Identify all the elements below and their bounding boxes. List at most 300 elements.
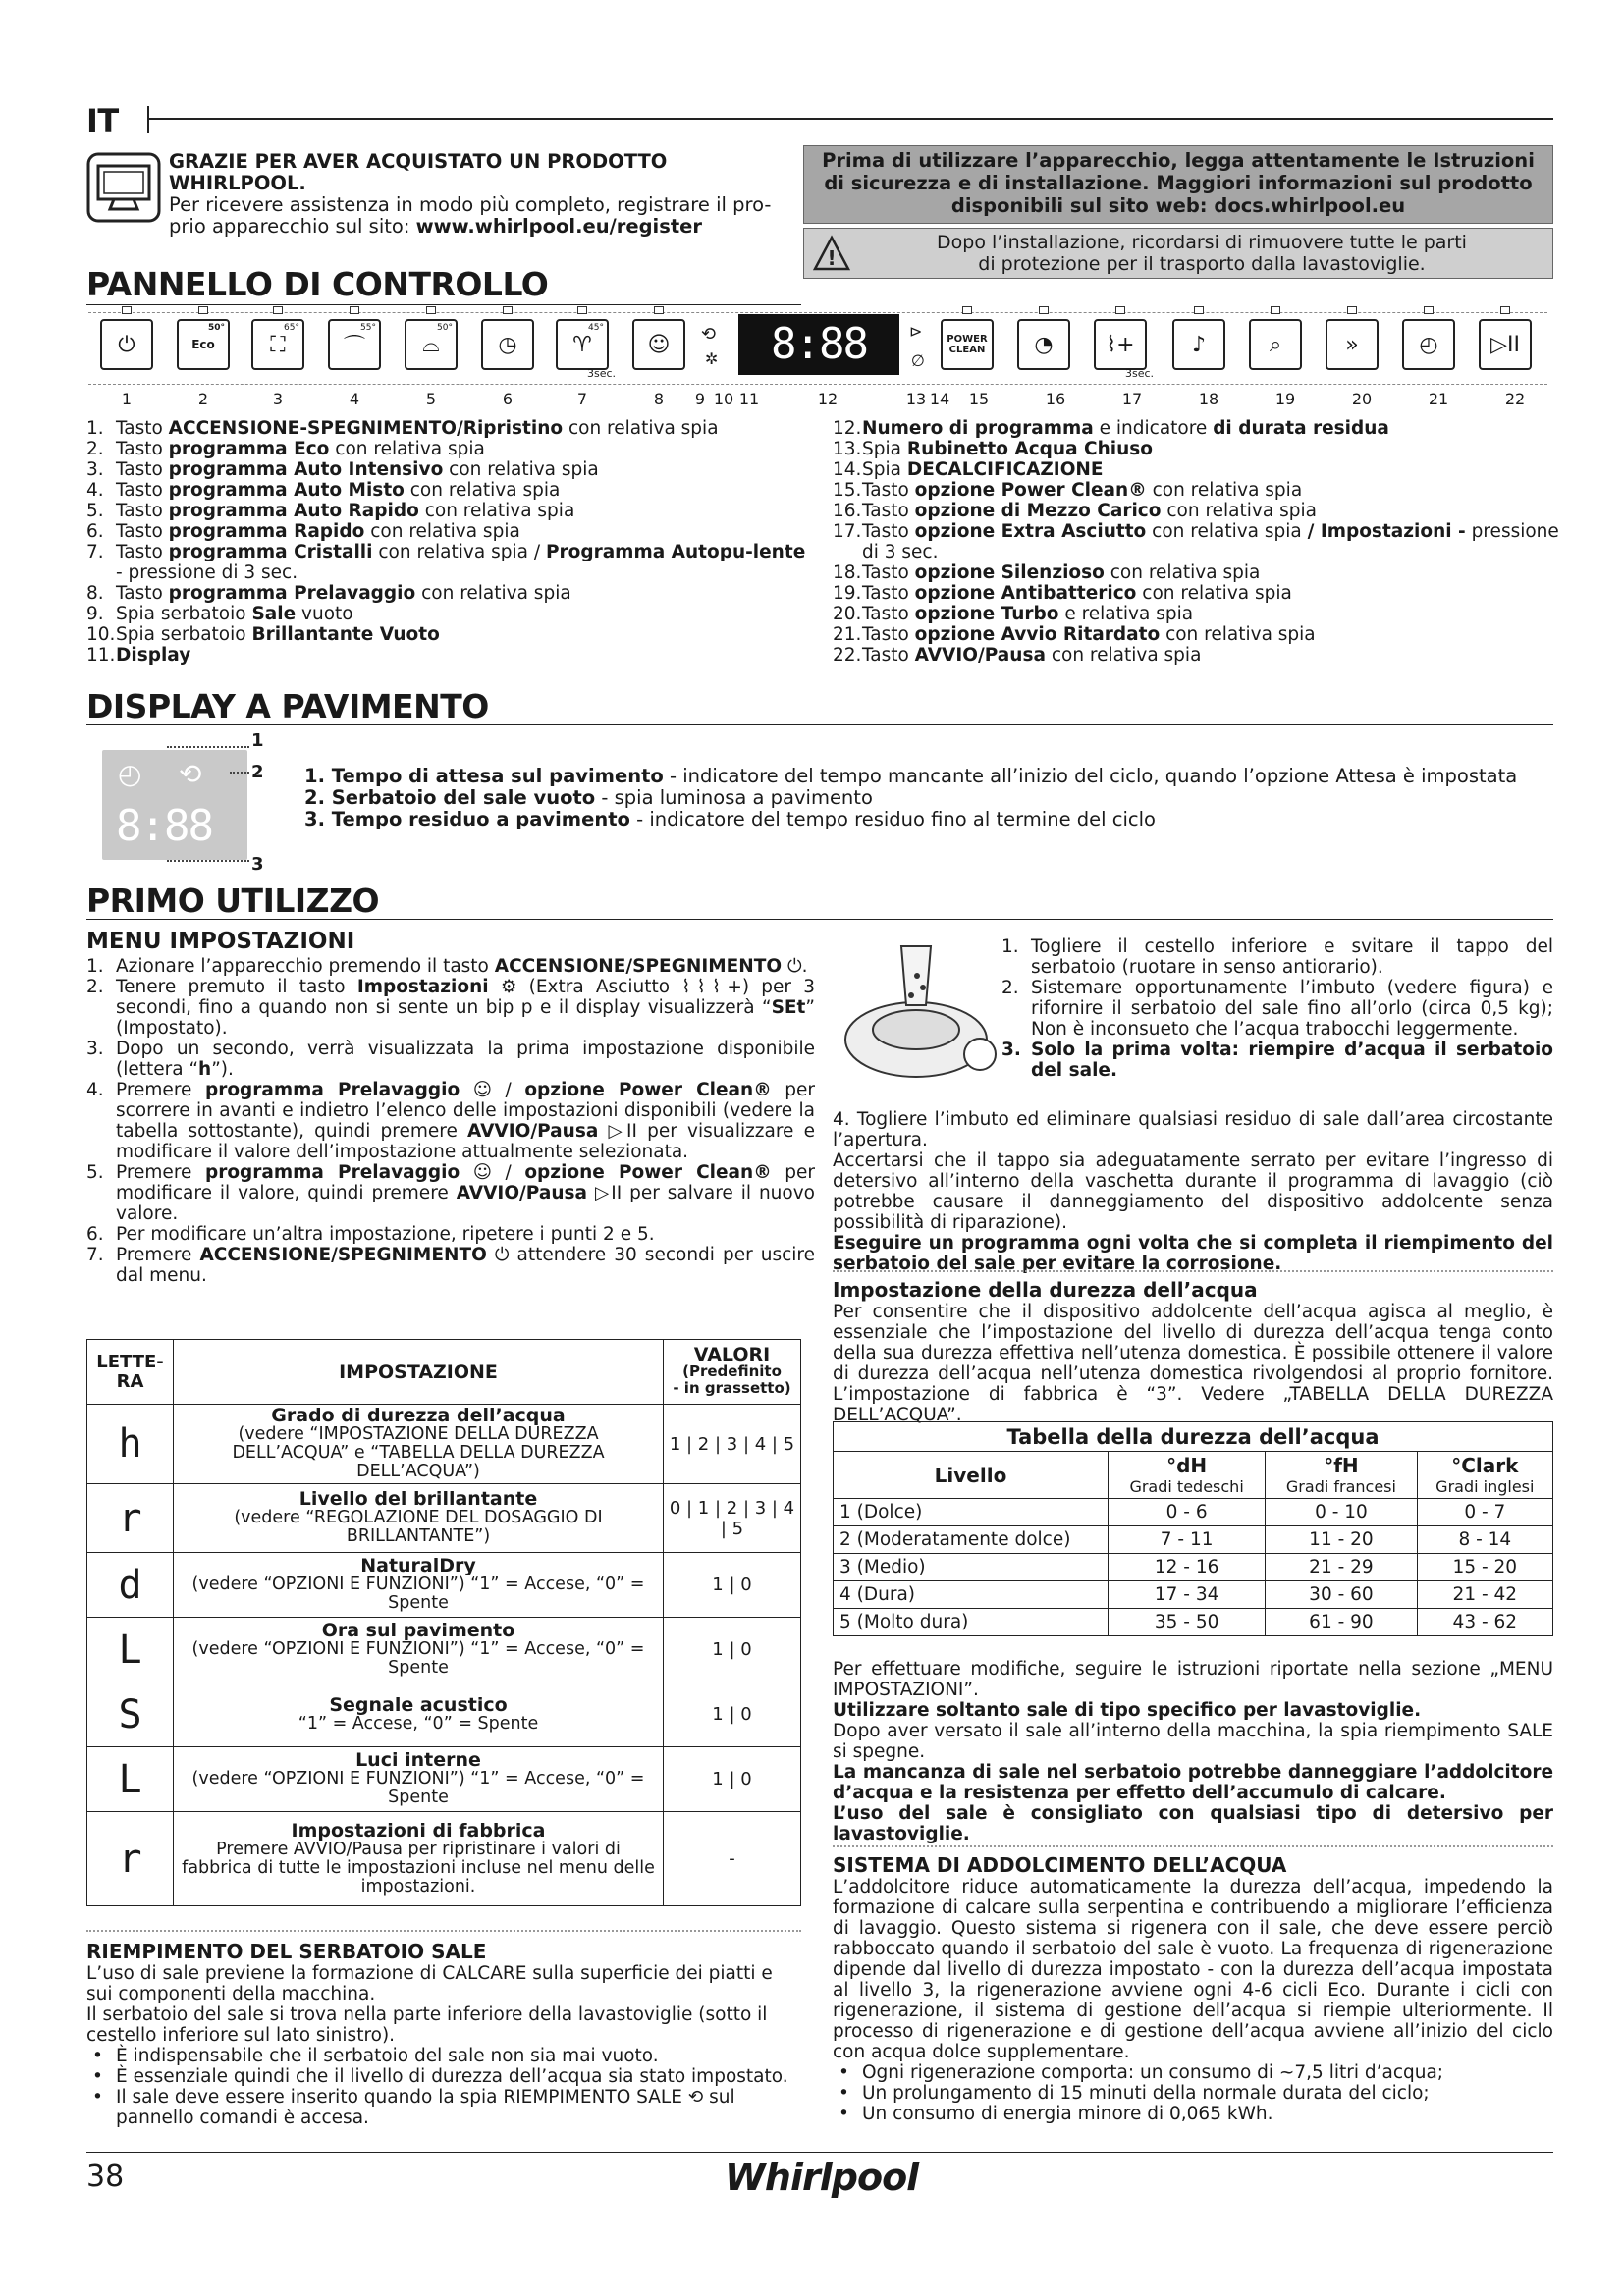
legend-text: Tasto: [862, 480, 915, 501]
start-pause-button[interactable]: [1479, 319, 1532, 370]
step-text: Premere programma Prelavaggio ☺ / opzione Power Clean® per scorrere in avanti e indietro l’elenco delle impostazioni disponibili (vedere la tabella sottostante), quindi premere AVVIO/Pausa ▷II per visualizzare e modificare il valore dell’impostazione attualmente selezionata.: [116, 1080, 815, 1162]
floor-legend: [304, 766, 1561, 830]
callout-leader: [167, 746, 249, 748]
col-letter: LETTE-RA: [87, 1340, 174, 1405]
hardness-col-level: Livello: [834, 1452, 1109, 1499]
legend-text: Tasto: [116, 418, 169, 439]
legend-text: Tasto: [116, 521, 169, 542]
main-display: [738, 314, 899, 375]
hardness-cell: 21 - 42: [1417, 1581, 1552, 1609]
legend-text: vuoto: [296, 604, 353, 624]
auto-rapid-button[interactable]: ⌓ 50°: [405, 319, 458, 370]
lamp: [1115, 306, 1125, 314]
legend-number: 8.: [86, 583, 104, 604]
eco-label: Eco: [191, 338, 215, 351]
legend-bold: opzione Turbo: [914, 604, 1059, 624]
bullet-item: • È essenziale quindi che il livello di durezza dell’acqua sia stato impostato.: [86, 2066, 803, 2087]
hardness-table: [833, 1421, 1553, 1636]
menu-step: [86, 956, 815, 977]
bullet-item: • Un prolungamento di 15 minuti della normale durata del ciclo;: [833, 2083, 1553, 2104]
rapid-button[interactable]: [481, 319, 534, 370]
lamp: [577, 306, 587, 314]
legend-text: Tasto: [862, 583, 915, 604]
legend-number: 12.: [833, 418, 862, 439]
lamp: [1194, 306, 1204, 314]
legend-number: 1.: [86, 418, 104, 439]
callout-number: 8: [653, 390, 665, 408]
salt-fill-p2: Il serbatoio del sale si trova nella parte inferiore della lavastoviglie (sotto il cestello inferiore sul lato sinistro).: [86, 2004, 768, 2046]
legend-text: pressione di 3 sec.: [862, 521, 1559, 562]
extra-dry-button[interactable]: [1094, 319, 1147, 370]
section-divider: [833, 1270, 1553, 1272]
callout-leader: [167, 860, 249, 862]
legend-bold: opzione Avvio Ritardato: [914, 624, 1161, 645]
notice-box: [803, 145, 1553, 224]
legend-text: con relativa spia: [1160, 624, 1316, 645]
floor-title: DISPLAY A PAVIMENTO: [86, 687, 489, 725]
step-text: Tenere premuto il tasto Impostazioni ⚙ (Extra Asciutto ⌇⌇⌇+) per 3 secondi, fino a quando non si sente un bip p e il display visualizzerà “SEt” (Impostato).: [116, 977, 815, 1039]
legend-text: con relativa spia: [443, 459, 599, 480]
turbo-button[interactable]: [1326, 319, 1379, 370]
callout-number: 19: [1274, 390, 1296, 408]
legend-item: [86, 542, 813, 583]
step-text: Sistemare opportunamente l’imbuto (vedere figura) e rifornire il serbatoio del sale fino all’orlo (circa 0,5 kg); Non è inconsueto che l’acqua trabocchi leggermente.: [1031, 978, 1553, 1040]
hardness-cell: 5 (Molto dura): [834, 1609, 1109, 1636]
after-note-5: L’uso del sale è consigliato con qualsiasi tipo di detersivo per lavastoviglie.: [833, 1803, 1553, 1844]
first-use-rule: [86, 919, 1553, 920]
bullet-item: • È indispensabile che il serbatoio del sale non sia mai vuoto.: [86, 2046, 803, 2066]
legend-text: - indicatore del tempo residuo fino al termine del ciclo: [629, 808, 1156, 830]
legend-item: [86, 501, 813, 521]
power-button[interactable]: [100, 319, 153, 370]
antibacterial-button[interactable]: [1249, 319, 1302, 370]
hardness-row: [834, 1609, 1553, 1636]
settings-values: 1 | 0: [664, 1682, 801, 1747]
lamp: [273, 306, 283, 314]
settings-letter: S: [87, 1682, 174, 1747]
hardness-row: [834, 1526, 1553, 1554]
hardness-cell: 0 - 10: [1266, 1499, 1417, 1526]
step-number: 3.: [86, 1039, 104, 1059]
legend-number: 1.: [304, 765, 332, 787]
settings-description: [174, 1812, 664, 1906]
descale-lamp-icon: ∅: [911, 351, 925, 370]
lamp: [503, 306, 513, 314]
legend-text: con relativa spia: [404, 480, 561, 501]
menu-step: [86, 1039, 815, 1080]
power-icon: ⏻: [118, 332, 135, 357]
cap-note: Accertarsi che il tappo sia adeguatamente serrato per evitare l’ingresso di detersivo all’interno della vaschetta durante il programma di lavaggio (ciò potrebbe causare il danneggiamento del dispositivo addolcente senza possibilità di riparazione).: [833, 1150, 1553, 1233]
step-number: 1.: [86, 956, 104, 977]
legend-text: Tasto: [862, 501, 915, 521]
hardness-col-fh: °fH Gradi francesi: [1266, 1452, 1417, 1499]
legend-item: [833, 604, 1559, 624]
hardness-cell: 3 (Medio): [834, 1554, 1109, 1581]
salt-fill-body: [86, 1963, 803, 2128]
callout-number: 6: [502, 390, 514, 408]
settings-description: [174, 1405, 664, 1484]
lamp: [1039, 306, 1049, 314]
notice-line-3: disponibili sul sito web: docs.whirlpool.eu: [950, 194, 1406, 217]
floor-display-digits: 8:88: [116, 801, 212, 851]
silent-icon: ♪: [1191, 332, 1207, 357]
legend-number: 10.: [86, 624, 116, 645]
legend-text: Spia serbatoio: [116, 624, 252, 645]
menu-step: [86, 977, 815, 1039]
legend-item: [833, 459, 1559, 480]
col-setting: IMPOSTAZIONE: [174, 1340, 664, 1405]
whirlpool-logo: Whirlpool: [725, 2156, 919, 2199]
step-number: 4.: [86, 1080, 104, 1100]
menu-step: [86, 1162, 815, 1224]
legend-bold: di durata residua: [1213, 418, 1389, 439]
callout-number: 3: [272, 390, 284, 408]
legend-item: [833, 480, 1559, 501]
monitor-icon: [86, 152, 161, 223]
legend-text: con relativa spia: [418, 501, 575, 521]
thanks-block: [169, 151, 807, 238]
legend-number: 2.: [86, 439, 104, 459]
hardness-row: [834, 1581, 1553, 1609]
hardness-cell: 43 - 62: [1417, 1609, 1552, 1636]
settings-row: [87, 1682, 801, 1747]
warning-line-1: Dopo l’installazione, ricordarsi di rimuovere tutte le parti: [937, 232, 1467, 253]
header-divider: [147, 106, 149, 133]
legend-bold: programma Auto Misto: [168, 480, 405, 501]
legend-text: e relativa spia: [1058, 604, 1194, 624]
step-text: Azionare l’apparecchio premendo il tasto ACCENSIONE/SPEGNIMENTO ⏻.: [116, 956, 808, 977]
legend-number: 4.: [86, 480, 104, 501]
rinse-aid-lamp-icon: ✲: [705, 349, 719, 368]
settings-values: 1 | 0: [664, 1618, 801, 1682]
legend-bold: opzione Antibatterico: [914, 583, 1137, 604]
settings-title: Segnale acustico: [329, 1693, 508, 1716]
legend-number: 17.: [833, 521, 862, 542]
legend-text: Tasto: [116, 459, 169, 480]
softener-paragraph: L’addolcitore riduce automaticamente la durezza dell’acqua, impedendo la formazione di calcare sulla serpentina e contribuendo a migliorare l’efficienza di lavaggio. Questo sistema si rigenera con il sale, che deve essere perciò rabboccato quando il serbatoio del sale è vuoto. La frequenza di rigenerazione dipende dal livello di durezza impostato - con la durezza dell’acqua impostata al livello 3, la rigenerazione avviene ogni 4-6 cicli Eco. Durante i cicli con rigenerazione, il sistema di gestione dell’acqua si riempie ulteriormente. Il processo di rigenerazione e di gestione dell’acqua avviene all’inizio del ciclo con acqua dolce supplementare.: [833, 1877, 1553, 2062]
hardness-col-dh: °dH Gradi tedeschi: [1109, 1452, 1266, 1499]
floor-salt-icon: ⟲: [179, 758, 202, 790]
menu-title: MENU IMPOSTAZIONI: [86, 929, 355, 954]
settings-letter: r: [87, 1812, 174, 1906]
legend-item: [833, 624, 1559, 645]
hardness-cell: 12 - 16: [1109, 1554, 1266, 1581]
settings-values: -: [664, 1812, 801, 1906]
page-number: 38: [86, 2160, 125, 2194]
hardness-cell: 21 - 29: [1266, 1554, 1417, 1581]
legend-item: [86, 439, 813, 459]
extra-dry-icon: ⌇+: [1106, 332, 1135, 357]
svg-text:!: !: [827, 246, 837, 270]
lamp: [1347, 306, 1357, 314]
softener-bullets: [833, 2062, 1553, 2124]
glass-button[interactable]: ♈ 45°: [556, 319, 609, 370]
hardness-table-title: Tabella della durezza dell’acqua: [834, 1422, 1553, 1452]
settings-row: [87, 1553, 801, 1618]
legend-text: con relativa spia: [329, 439, 485, 459]
legend-bold: Tempo di attesa sul pavimento: [331, 765, 664, 787]
legend-bold: programma Rapido: [168, 521, 365, 542]
settings-row: [87, 1812, 801, 1906]
callout-number: 13: [905, 390, 927, 408]
legend-item: [86, 624, 813, 645]
lamp: [198, 306, 208, 314]
legend-text: Tasto: [116, 542, 169, 562]
thanks-body-1: Per ricevere assistenza in modo più completo, registrare il pro-: [169, 193, 772, 216]
legend-item: [86, 521, 813, 542]
turbo-icon: »: [1345, 332, 1359, 357]
after-note-4: La mancanza di sale nel serbatoio potrebbe danneggiare l’addolcitore d’acqua e la resistenza per effetto dell’accumulo di calcare.: [833, 1762, 1553, 1803]
legend-number: 19.: [833, 583, 862, 604]
bullet-item: • Il sale deve essere inserito quando la spia RIEMPIMENTO SALE ⟲ sul pannello comandi è accesa.: [86, 2087, 803, 2128]
legend-number: 5.: [86, 501, 104, 521]
salt-funnel-illustration: [833, 936, 1000, 1094]
floor-callout-2: 2: [251, 762, 264, 782]
legend-item: [833, 521, 1559, 562]
floor-legend-item: [304, 787, 1561, 809]
legend-item: [833, 645, 1559, 666]
lamp: [1500, 306, 1510, 314]
panel-legend-left: [86, 418, 813, 666]
legend-bold: programma Prelavaggio: [168, 583, 416, 604]
power-clean-button[interactable]: [941, 319, 994, 370]
corrosion-note: Eseguire un programma ogni volta che si completa il riempimento del serbatoio del sale per evitare la corrosione.: [833, 1233, 1553, 1274]
settings-row: [87, 1747, 801, 1812]
settings-values: 1 | 0: [664, 1553, 801, 1618]
floor-legend-item: [304, 809, 1561, 830]
legend-bold: ACCENSIONE-SPEGNIMENTO/Ripristino: [168, 418, 564, 439]
settings-subtext: “1” = Accese, “0” = Spente: [298, 1713, 539, 1734]
settings-letter: r: [87, 1484, 174, 1553]
notice-line-2: di sicurezza e di installazione. Maggiori informazioni sul prodotto: [824, 172, 1533, 194]
legend-number: 13.: [833, 439, 862, 459]
auto-intensive-icon: ⛶: [270, 332, 286, 357]
legend-bold: Serbatoio del sale vuoto: [331, 786, 596, 809]
legend-text: con relativa spia: [415, 583, 571, 604]
legend-number: 6.: [86, 521, 104, 542]
legend-bold: Rubinetto Acqua Chiuso: [906, 439, 1154, 459]
first-use-title: PRIMO UTILIZZO: [86, 881, 380, 920]
thanks-title-2: WHIRLPOOL.: [169, 172, 306, 194]
legend-number: 16.: [833, 501, 862, 521]
settings-letter: L: [87, 1618, 174, 1682]
legend-text: - pressione di 3 sec.: [116, 562, 298, 583]
hardness-cell: 17 - 34: [1109, 1581, 1266, 1609]
settings-row: [87, 1484, 801, 1553]
panel-legend-right: [833, 418, 1559, 666]
hardness-row: [834, 1499, 1553, 1526]
legend-item: [833, 501, 1559, 521]
salt-step: [1001, 936, 1553, 978]
legend-text: con relativa spia: [563, 418, 719, 439]
salt-steps: [1001, 936, 1553, 1081]
settings-description: [174, 1682, 664, 1747]
legend-text: Tasto: [116, 439, 169, 459]
step-number: 3.: [1001, 1040, 1021, 1060]
legend-text: Tasto: [862, 645, 915, 666]
prewash-button[interactable]: [632, 319, 685, 370]
legend-text: Tasto: [862, 604, 915, 624]
legend-text: con relativa spia: [1104, 562, 1261, 583]
thanks-title-1: GRAZIE PER AVER ACQUISTATO UN PRODOTTO: [169, 150, 668, 173]
legend-item: [86, 459, 813, 480]
callout-number: 16: [1045, 390, 1066, 408]
salt-step: [1001, 1040, 1553, 1081]
menu-step: [86, 1080, 815, 1162]
callout-leader: [230, 772, 249, 774]
panel-title-rule: [86, 304, 801, 305]
legend-item: [833, 418, 1559, 439]
step-text: Premere programma Prelavaggio ☺ / opzione Power Clean® per modificare il valore, quindi premere AVVIO/Pausa ▷II per salvare il nuovo valore.: [116, 1162, 815, 1224]
menu-steps: [86, 956, 815, 1286]
callout-number: 10: [713, 390, 734, 408]
legend-bold: opzione Extra Asciutto: [914, 521, 1147, 542]
antibacterial-icon: ⌕: [1269, 332, 1282, 357]
power-clean-label: POWER CLEAN: [947, 334, 988, 355]
hardness-cell: 8 - 14: [1417, 1526, 1552, 1554]
legend-bold: opzione Silenzioso: [914, 562, 1105, 583]
legend-text: e indicatore: [1093, 418, 1214, 439]
salt-fill-bullets: [86, 2046, 803, 2128]
legend-bold: opzione Power Clean®: [914, 480, 1147, 501]
hardness-cell: 0 - 7: [1417, 1499, 1552, 1526]
step-number: 4.: [833, 1109, 857, 1130]
legend-bold: Brillantante Vuoto: [251, 624, 440, 645]
language-code: IT: [86, 102, 119, 139]
legend-text: Tasto: [116, 501, 169, 521]
legend-bold: programma Auto Intensivo: [168, 459, 444, 480]
callout-number: 18: [1198, 390, 1219, 408]
hardness-cell: 7 - 11: [1109, 1526, 1266, 1554]
half-load-button[interactable]: [1017, 319, 1070, 370]
settings-table: [86, 1339, 801, 1906]
step-number: 2.: [86, 977, 104, 997]
legend-number: 14.: [833, 459, 862, 480]
settings-description: [174, 1747, 664, 1812]
auto-mixed-button[interactable]: ⌒ 55°: [328, 319, 381, 370]
after-note-2: Utilizzare soltanto sale di tipo specifico per lavastoviglie.: [833, 1700, 1422, 1721]
settings-title: Livello del brillantante: [298, 1488, 538, 1510]
legend-bold: opzione di Mezzo Carico: [914, 501, 1162, 521]
thanks-body-2: prio apparecchio sul sito:: [169, 215, 416, 238]
settings-values: 1 | 0: [664, 1747, 801, 1812]
header-rule: [147, 118, 1553, 120]
menu-step: [86, 1224, 815, 1245]
eco-button[interactable]: Eco 50°: [177, 319, 230, 370]
legend-number: 2.: [304, 786, 332, 809]
floor-clock-icon: ◴: [118, 758, 142, 790]
legend-bold: programma Auto Rapido: [168, 501, 419, 521]
section-divider: [86, 1930, 801, 1932]
lamp: [962, 306, 972, 314]
after-note-3: Dopo aver versato il sale all’interno della macchina, la spia riempimento SALE si spegne.: [833, 1721, 1553, 1762]
lamp: [1271, 306, 1280, 314]
notice-line-1: Prima di utilizzare l’apparecchio, legga attentamente le Istruzioni: [822, 149, 1535, 172]
salt-step: [1001, 978, 1553, 1040]
legend-item: [86, 583, 813, 604]
auto-mixed-icon: ⌒: [343, 334, 365, 359]
callout-number: 14: [929, 390, 950, 408]
footer-rule: [86, 2152, 1553, 2153]
lamp: [426, 306, 436, 314]
settings-description: [174, 1553, 664, 1618]
auto-intensive-button[interactable]: ⛶ 65°: [251, 319, 304, 370]
auto-rapid-icon: ⌓: [422, 332, 440, 357]
legend-item: [86, 645, 813, 666]
settings-row: [87, 1405, 801, 1484]
hardness-row: [834, 1554, 1553, 1581]
legend-item: [833, 439, 1559, 459]
softener-title: SISTEMA DI ADDOLCIMENTO DELL’ACQUA: [833, 1853, 1287, 1877]
section-divider: [833, 1845, 1553, 1847]
floor-rule: [86, 724, 1553, 725]
settings-values: 1 | 2 | 3 | 4 | 5: [664, 1405, 801, 1484]
legend-number: 20.: [833, 604, 862, 624]
self-clean-hint: 3sec.: [587, 367, 617, 380]
callout-number: 7: [576, 390, 588, 408]
settings-description: [174, 1484, 664, 1553]
softener-body: [833, 1877, 1553, 2124]
settings-title: Grado di durezza dell’acqua: [271, 1405, 566, 1426]
legend-bold: AVVIO/Pausa: [914, 645, 1046, 666]
silent-button[interactable]: [1172, 319, 1225, 370]
legend-text: Tasto: [862, 562, 915, 583]
main-display-digits: 8:88: [771, 319, 867, 369]
legend-item: [833, 583, 1559, 604]
legend-text: Tasto: [862, 624, 915, 645]
floor-display: [102, 750, 247, 860]
col-values: VALORI (Predefinito - in grassetto): [664, 1340, 801, 1405]
legend-number: 3.: [86, 459, 104, 480]
step-text: Per modificare un’altra impostazione, ripetere i punti 2 e 5.: [116, 1224, 655, 1245]
tap-lamp-icon: ⊳: [909, 322, 923, 341]
callout-number: 22: [1504, 390, 1526, 408]
menu-step: [86, 1245, 815, 1286]
warning-box: [803, 228, 1553, 279]
legend-number: 7.: [86, 542, 104, 562]
hardness-cell: 0 - 6: [1109, 1499, 1266, 1526]
callout-number: 4: [349, 390, 360, 408]
step-number: 6.: [86, 1224, 104, 1245]
salt-fill-title: RIEMPIMENTO DEL SERBATOIO SALE: [86, 1940, 487, 1963]
lamp: [350, 306, 359, 314]
settings-row: [87, 1618, 801, 1682]
legend-bold: Sale: [251, 604, 297, 624]
legend-text: Tasto: [116, 583, 169, 604]
settings-letter: h: [87, 1405, 174, 1484]
legend-text: Spia: [862, 439, 907, 459]
legend-bold: programma Cristalli: [168, 542, 373, 562]
settings-subtext: (vedere “OPZIONI E FUNZIONI”) “1” = Accese, “0” = Spente: [191, 1575, 645, 1613]
warning-icon: [812, 235, 851, 276]
callout-number: 1: [121, 390, 133, 408]
delay-start-button[interactable]: [1402, 319, 1455, 370]
step-number: 2.: [1001, 978, 1019, 998]
register-link[interactable]: www.whirlpool.eu/register: [415, 215, 703, 238]
legend-bold: Programma Autopu-lente: [545, 542, 806, 562]
step-text: Premere ACCENSIONE/SPEGNIMENTO ⏻ attendere 30 secondi per uscire dal menu.: [116, 1245, 815, 1286]
settings-subtext: (vedere “OPZIONI E FUNZIONI”) “1” = Accese, “0” = Spente: [191, 1639, 645, 1678]
legend-text: - spia luminosa a pavimento: [595, 786, 873, 809]
legend-number: 11.: [86, 645, 116, 666]
legend-text: Spia: [862, 459, 907, 480]
callout-number: 2: [197, 390, 209, 408]
hardness-cell: 15 - 20: [1417, 1554, 1552, 1581]
hardness-title: Impostazione della durezza dell’acqua: [833, 1278, 1258, 1302]
half-load-icon: ◔: [1034, 332, 1054, 357]
legend-text: con relativa spia: [364, 521, 520, 542]
step-text: Togliere il cestello inferiore e svitare il tappo del serbatoio (ruotare in senso antiorario).: [1031, 936, 1553, 978]
